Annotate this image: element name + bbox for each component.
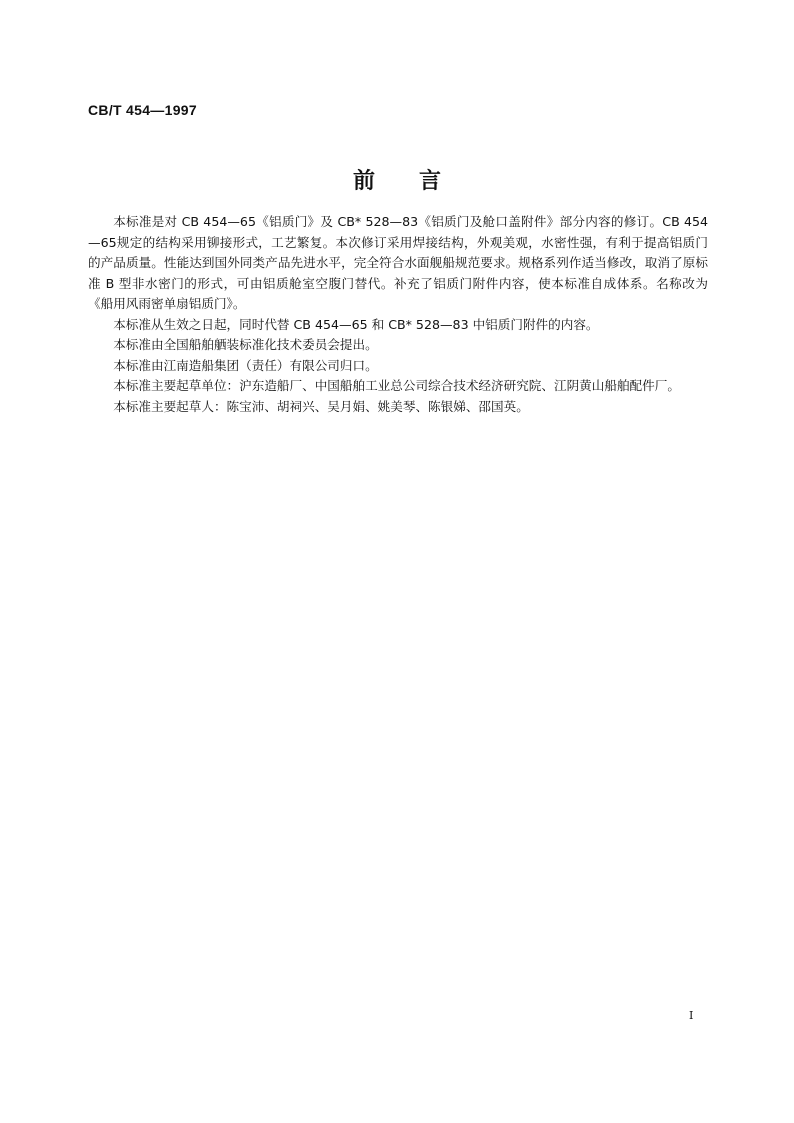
paragraph-drafters: 本标准主要起草人：陈宝沛、胡祠兴、吴月娟、姚美琴、陈银娣、邵国英。 — [113, 398, 529, 414]
paragraph-administered-by: 本标准由江南造船集团（责任）有限公司归口。 — [113, 357, 378, 373]
paragraph-effective-date: 本标准从生效之日起，同时代替 CB 454—65 和 CB* 528—83 中铝质门附件的内容。 — [113, 316, 599, 332]
paragraph-drafting-units: 本标准主要起草单位：沪东造船厂、中国船舶工业总公司综合技术经济研究院、江阴黄山船舶配件厂。 — [113, 378, 680, 393]
page-title: 前言 — [352, 169, 485, 194]
page-number: I — [689, 1009, 694, 1022]
paragraph-proposed-by: 本标准由全国船舶舾装标准化技术委员会提出。 — [113, 337, 378, 352]
paragraph-revision-summary: 本标准是对 CB 454—65《铝质门》及 CB* 528—83《铝质门及舱口盖附件》部分内容的修订。CB 454—65规定的结构采用铆接形式，工艺繁复。本次修订采用焊接结构，外观美观，水密性强，有利于提高铝质门的产品质量。性能达到国外同类产品先进水平，完全符合水面舰船规范要求。规格系列作适当修改，取消了原标准 B 型非水密门的形式，可由铝质舱室空腹门替代。补充了铝质门附件内容，使本标准自成体系。名称改为《船用风雨密单扇铝质门》。 — [88, 214, 708, 311]
document-code: CB/T 454—1997 — [88, 102, 197, 118]
foreword-body — [88, 212, 708, 417]
